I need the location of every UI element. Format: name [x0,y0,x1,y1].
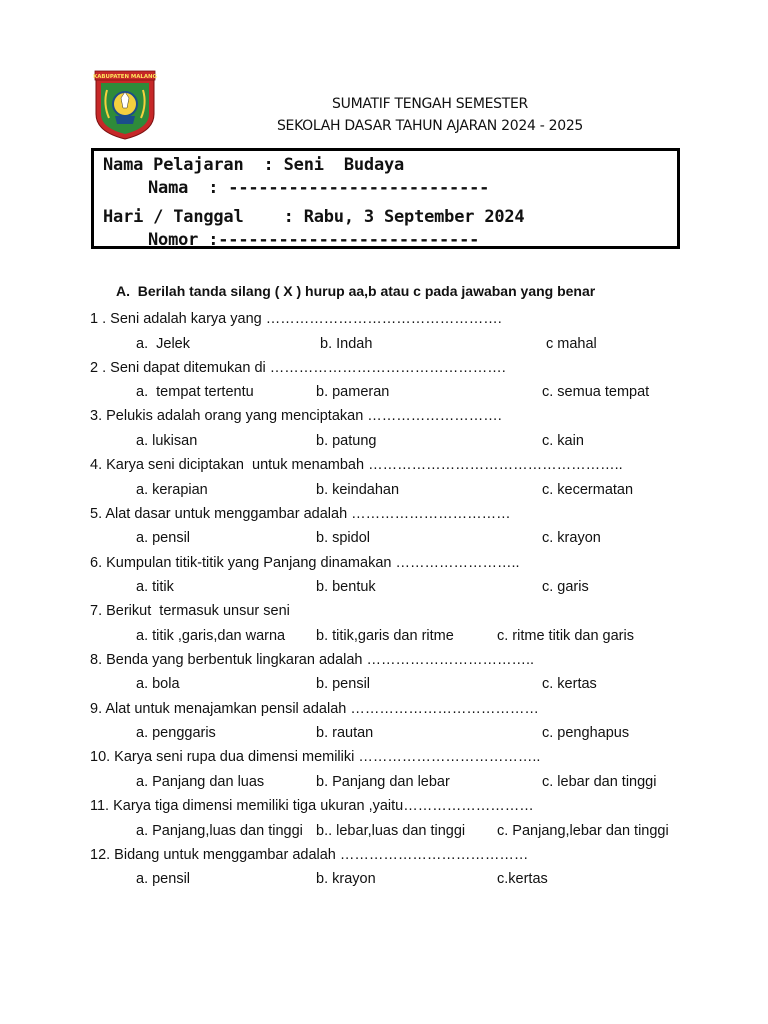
question-9: 9. Alat untuk menajamkan pensil adalah ………………………………… [90,700,539,717]
student-info-box [91,148,680,249]
question-5-option-b[interactable]: b. spidol [316,530,371,547]
school-year-title: SEKOLAH DASAR TAHUN AJARAN 2024 - 2025 [276,118,584,134]
number-line: Nomor :-------------------------- [148,230,480,250]
question-3: 3. Pelukis adalah orang yang menciptakan ………………………. [90,408,502,425]
question-11-option-a[interactable]: a. Panjang,luas dan tinggi [136,822,303,839]
question-6-option-b[interactable]: b. bentuk [316,579,376,595]
exam-title: SUMATIF TENGAH SEMESTER [332,96,528,112]
question-7-option-c[interactable]: c. ritme titik dan garis [497,627,634,644]
question-6-option-a[interactable]: a. titik [136,579,174,595]
question-8-option-b[interactable]: b. pensil [316,676,371,693]
question-1: 1 . Seni adalah karya yang …………………………………………. [90,311,502,327]
question-4-option-a[interactable]: a. kerapian [136,481,208,498]
question-2-option-b[interactable]: b. pameran [316,384,390,401]
question-1-option-a[interactable]: a. Jelek [136,335,190,352]
question-10-option-c[interactable]: c. lebar dan tinggi [542,773,657,790]
question-11-option-c[interactable]: c. Panjang,lebar dan tinggi [497,822,669,839]
question-6: 6. Kumpulan titik-titik yang Panjang dinamakan …………………….. [90,554,520,571]
question-9-option-a[interactable]: a. penggaris [136,725,216,742]
question-12-option-c[interactable]: c.kertas [497,871,548,888]
name-line: Nama : -------------------------- [148,178,490,198]
question-8-option-c[interactable]: c. kertas [542,676,597,693]
question-10: 10. Karya seni rupa dua dimensi memiliki ……………………………….. [90,749,541,766]
question-4: 4. Karya seni diciptakan untuk menambah …………………………………………….. [90,457,623,474]
date-line: Hari / Tanggal : Rabu, 3 September 2024 [103,207,525,227]
question-7-option-b[interactable]: b. titik,garis dan ritme [316,627,454,644]
question-9-option-c[interactable]: c. penghapus [542,725,630,742]
question-5: 5. Alat dasar untuk menggambar adalah …………………………… [90,505,511,522]
question-9-option-b[interactable]: b. rautan [316,725,374,742]
kabupaten-malang-logo [93,70,157,140]
question-7: 7. Berikut termasuk unsur seni [90,603,290,620]
question-5-option-a[interactable]: a. pensil [136,530,191,547]
question-5-option-c[interactable]: c. krayon [542,530,601,547]
question-7-option-a[interactable]: a. titik ,garis,dan warna [136,627,286,644]
question-4-option-b[interactable]: b. keindahan [316,481,400,498]
question-8-option-a[interactable]: a. bola [136,676,180,693]
question-10-option-b[interactable]: b. Panjang dan lebar [316,773,450,790]
question-1-option-c[interactable]: c mahal [546,335,597,352]
question-12: 12. Bidang untuk menggambar adalah ………………………………… [90,846,529,863]
question-2-option-c[interactable]: c. semua tempat [542,384,650,401]
question-8: 8. Benda yang berbentuk lingkaran adalah …………………………….. [90,651,535,668]
question-6-option-c[interactable]: c. garis [542,579,589,595]
question-4-option-c[interactable]: c. kecermatan [542,481,634,498]
subject-line: Nama Pelajaran : Seni Budaya [103,155,405,175]
question-11-option-b[interactable]: b.. lebar,luas dan tinggi [316,822,466,839]
section-instruction: A. Berilah tanda silang ( X ) hurup aa,b atau c pada jawaban yang benar [116,283,596,299]
question-10-option-a[interactable]: a. Panjang dan luas [136,773,265,790]
question-2: 2 . Seni dapat ditemukan di …………………………………………. [90,359,506,376]
question-3-option-b[interactable]: b. patung [316,432,377,449]
question-11: 11. Karya tiga dimensi memiliki tiga ukuran ,yaitu……………………… [90,798,534,814]
question-3-option-c[interactable]: c. kain [542,432,584,449]
logo-banner-text: KABUPATEN MALANG [93,74,157,80]
question-1-option-b[interactable]: b. Indah [320,335,373,352]
question-3-option-a[interactable]: a. lukisan [136,432,198,449]
question-2-option-a[interactable]: a. tempat tertentu [136,384,254,401]
question-12-option-b[interactable]: b. krayon [316,871,376,888]
question-12-option-a[interactable]: a. pensil [136,871,191,888]
